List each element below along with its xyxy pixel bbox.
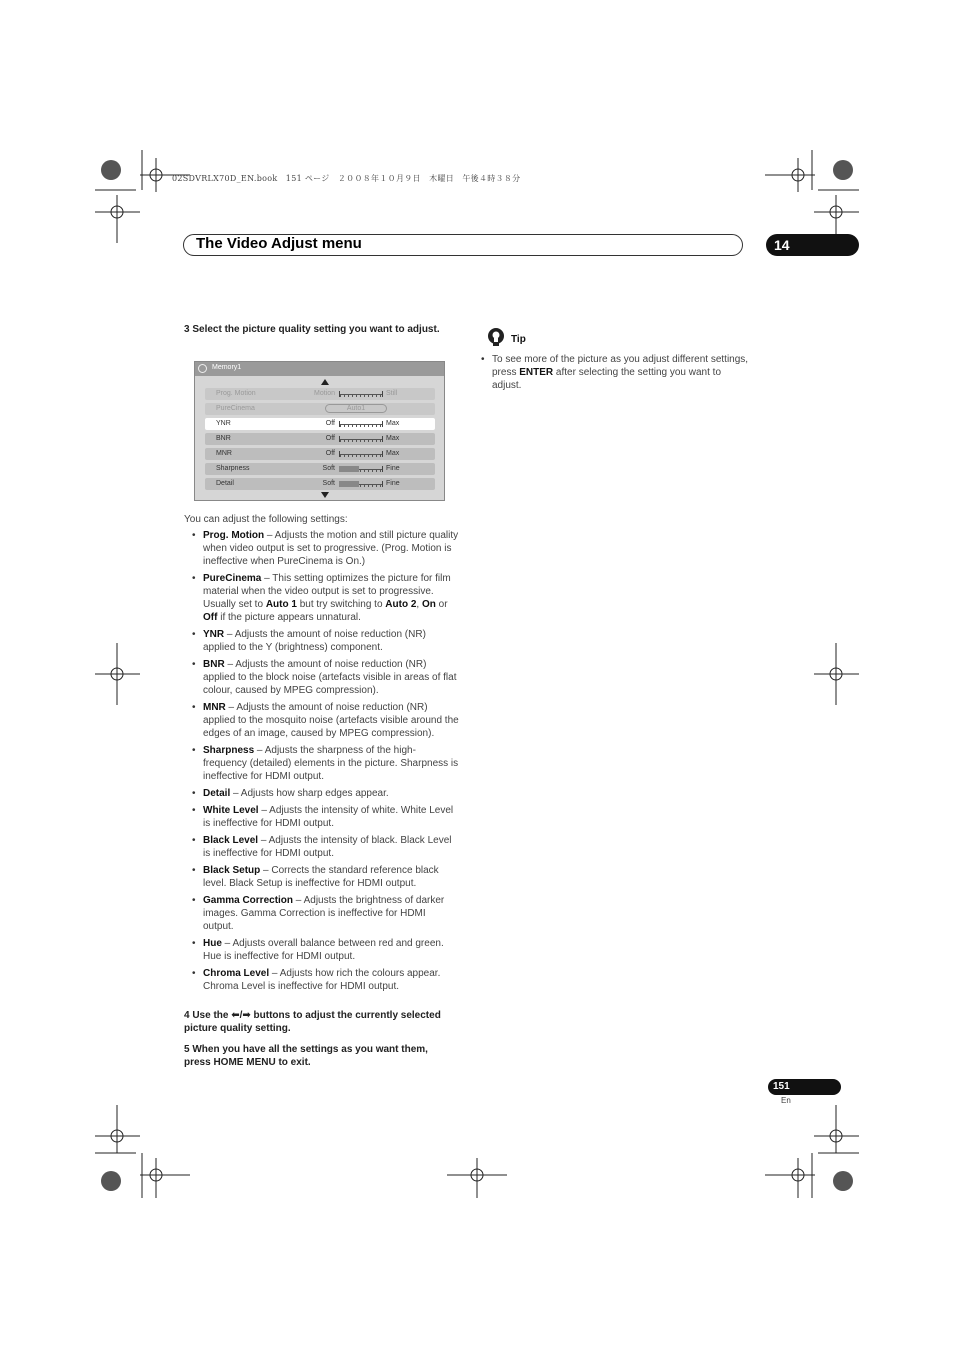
page-number: 151	[773, 1081, 790, 1092]
row-slider	[339, 421, 383, 427]
list-item: • Prog. Motion – Adjusts the motion and still picture quality when video output is set to progressive. (Prog. Motion is ineffective when PureCinema is On.)	[203, 529, 459, 568]
tip-item: • To see more of the picture as you adjust different settings, press ENTER after selecting the setting you want to adjust.	[492, 353, 750, 392]
list-item: • Chroma Level – Adjusts how rich the colours appear. Chroma Level is ineffective for HDMI output.	[203, 967, 459, 993]
list-item: • Detail – Adjusts how sharp edges appear.	[203, 787, 459, 800]
row-low: Soft	[322, 480, 335, 487]
screen-row	[205, 448, 435, 460]
row-low: Off	[325, 450, 335, 457]
print-header: 02SDVRLX70D_EN.book 151 ページ ２００８年１０月９日 木曜日 午後４時３８分	[172, 174, 521, 183]
list-item: • Gamma Correction – Adjusts the brightness of darker images. Gamma Correction is ineffective for HDMI output.	[203, 894, 459, 933]
screen-title: Memory1	[212, 364, 242, 371]
row-label: PureCinema	[216, 405, 255, 412]
row-label: Sharpness	[216, 465, 250, 472]
row-high: Fine	[386, 480, 400, 487]
row-high: Still	[386, 390, 398, 397]
row-label: Prog. Motion	[216, 390, 256, 397]
row-slider	[339, 451, 383, 457]
row-fill	[339, 466, 359, 472]
row-high: Max	[386, 420, 400, 427]
chapter-number: 14	[774, 237, 790, 253]
screen-row	[205, 403, 435, 415]
tip-list	[492, 353, 750, 396]
row-slider	[339, 436, 383, 442]
step-5: 5 When you have all the settings as you want them, press HOME MENU to exit.	[184, 1044, 428, 1068]
list-item: • PureCinema – This setting optimizes the picture for film material when the video output is set to progressive. Usually set to Auto 1 but try switching to Auto 2, On or Off if the picture appears unnatural.	[203, 572, 459, 624]
page-title: The Video Adjust menu	[196, 235, 362, 252]
row-label: BNR	[216, 435, 231, 442]
list-item: • MNR – Adjusts the amount of noise reduction (NR) applied to the mosquito noise (artefacts visible around the edges of an image, caused by MPEG compression).	[203, 701, 459, 740]
list-item: • Sharpness – Adjusts the sharpness of the high-frequency (detailed) elements in the picture. Sharpness is ineffective for HDMI output.	[203, 744, 459, 783]
screen-row	[205, 433, 435, 445]
tip-label: Tip	[511, 334, 526, 345]
screen-row-selected	[205, 418, 435, 430]
row-high: Max	[386, 435, 400, 442]
screen-row	[205, 478, 435, 490]
row-low: Off	[325, 420, 335, 427]
row-high: Max	[386, 450, 400, 457]
screen-header	[195, 362, 444, 376]
list-item: • YNR – Adjusts the amount of noise reduction (NR) applied to the Y (brightness) component.	[203, 628, 459, 654]
scroll-down-icon	[321, 492, 329, 498]
list-item: • Black Setup – Corrects the standard reference black level. Black Setup is ineffective for HDMI output.	[203, 864, 459, 890]
list-item: • Hue – Adjusts overall balance between red and green. Hue is ineffective for HDMI output.	[203, 937, 459, 963]
settings-list	[203, 529, 459, 997]
row-high: Fine	[386, 465, 400, 472]
row-low: Motion	[313, 390, 335, 397]
row-slider	[339, 391, 383, 397]
step-4: 4 Use the ⬅/➡ buttons to adjust the currently selected picture quality setting.	[184, 1010, 441, 1034]
step-3: 3 Select the picture quality setting you want to adjust.	[184, 324, 440, 335]
scroll-up-icon	[321, 379, 329, 385]
list-item: • Black Level – Adjusts the intensity of black. Black Level is ineffective for HDMI output.	[203, 834, 459, 860]
row-label: YNR	[216, 420, 231, 427]
page-language: En	[781, 1096, 791, 1105]
row-low: Off	[325, 435, 335, 442]
row-value: Auto1	[325, 404, 387, 413]
intro-text: You can adjust the following settings:	[184, 514, 348, 525]
screen-row	[205, 463, 435, 475]
lightbulb-icon	[486, 327, 506, 347]
row-fill	[339, 481, 359, 487]
row-label: MNR	[216, 450, 232, 457]
list-item: • White Level – Adjusts the intensity of white. White Level is ineffective for HDMI output.	[203, 804, 459, 830]
menu-screenshot	[194, 361, 445, 501]
row-label: Detail	[216, 480, 234, 487]
screen-row	[205, 388, 435, 400]
disc-icon	[198, 364, 207, 373]
row-low: Soft	[322, 465, 335, 472]
list-item: • BNR – Adjusts the amount of noise reduction (NR) applied to the block noise (artefacts visible in areas of flat colour, caused by MPEG compression).	[203, 658, 459, 697]
